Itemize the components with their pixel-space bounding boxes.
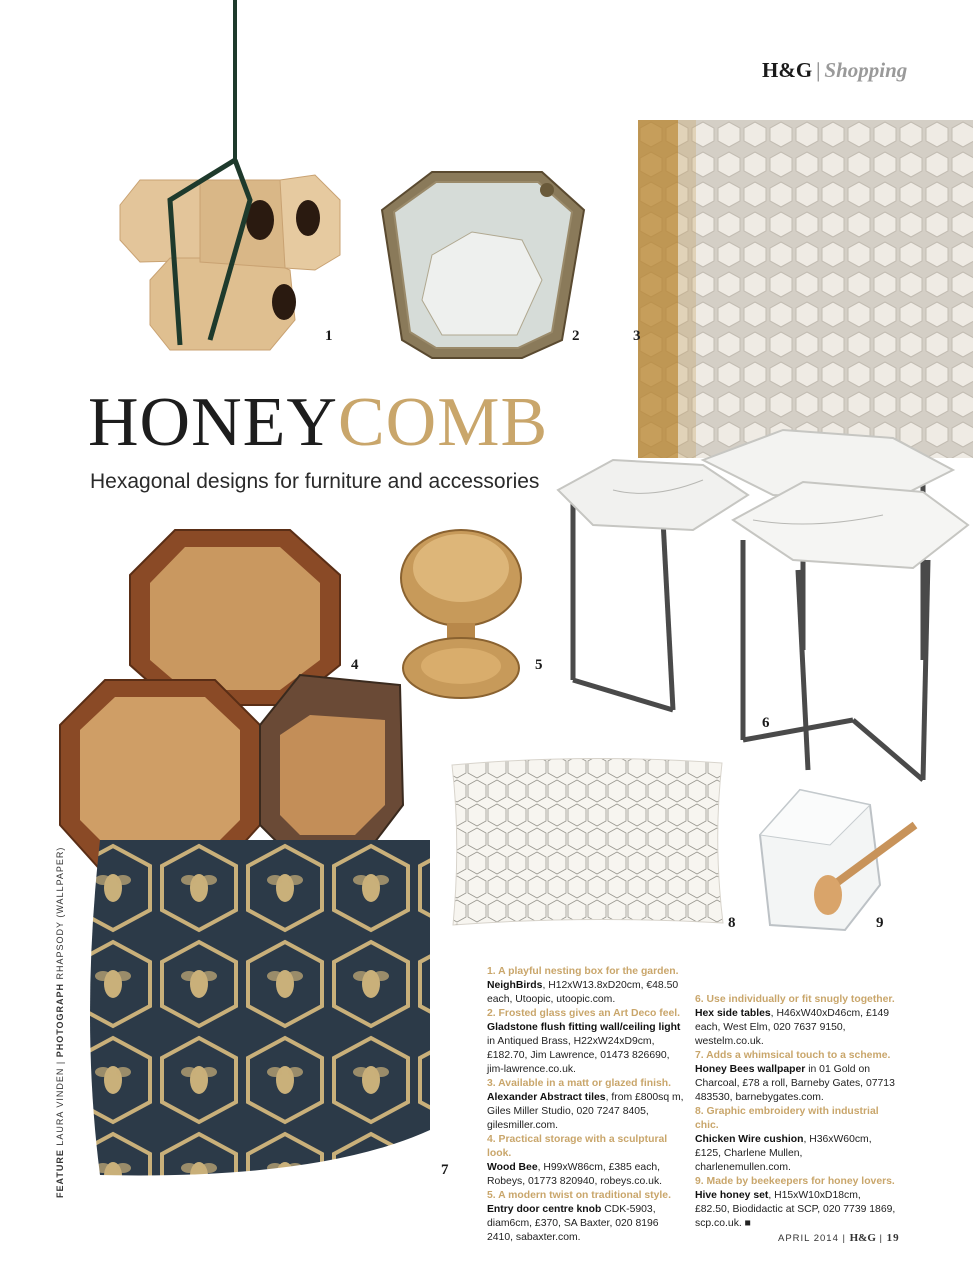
- page-footer: [778, 1232, 900, 1244]
- caption-8-tag: 8. Graphic embroidery with industrial chic.: [695, 1106, 879, 1131]
- gladstone-light-image: [372, 160, 587, 360]
- entry-door-knob-image: [397, 528, 525, 700]
- caption-7-name: Honey Bees wallpaper: [695, 1064, 806, 1075]
- item-number-5: 5: [535, 657, 543, 673]
- title-word-honey: HONEY: [88, 384, 338, 461]
- caption-6-tag: 6. Use individually or fit snugly together.: [695, 994, 895, 1005]
- caption-5-name: Entry door centre knob: [487, 1204, 602, 1215]
- honey-bees-wallpaper-image: [70, 840, 440, 1180]
- caption-6-name: Hex side tables: [695, 1008, 771, 1019]
- chicken-wire-cushion-image: [447, 755, 727, 927]
- caption-8-details: , H36xW60cm, £125, Charlene Mullen, charlenemullen.com.: [695, 1134, 872, 1173]
- hex-side-tables-image: [553, 420, 973, 800]
- caption-4-tag: 4. Practical storage with a sculptural look.: [487, 1134, 668, 1159]
- item-number-4: 4: [351, 657, 359, 673]
- caption-1-details: , H12xW13.8xD20cm, €48.50 each, Utoopic, utoopic.com.: [487, 980, 679, 1005]
- item-number-2: 2: [572, 328, 580, 344]
- neighbirds-nesting-box-image: [110, 0, 345, 360]
- caption-2-tag: 2. Frosted glass gives an Art Deco feel.: [487, 1008, 681, 1019]
- footer-issue: APRIL 2014 |: [778, 1233, 850, 1244]
- caption-7-tag: 7. Adds a whimsical touch to a scheme.: [695, 1050, 891, 1061]
- caption-9-name: Hive honey set: [695, 1190, 769, 1201]
- caption-9-details: , H15xW10xD18cm, £82.50, Biodidactic at SCP, 020 7739 1869, scp.co.uk. ■: [695, 1190, 896, 1229]
- credit-photo-label: PHOTOGRAPH: [55, 982, 65, 1058]
- footer-brand: H&G: [849, 1232, 876, 1244]
- caption-3-details: , from £800sq m, Giles Miller Studio, 020 7247 8405, gilesmiller.com.: [487, 1092, 684, 1131]
- caption-3-tag: 3. Available in a matt or glazed finish.: [487, 1078, 671, 1089]
- caption-5-details: CDK-5903, diam6cm, £370, SA Baxter, 020 8196 2410, sabaxter.com.: [487, 1204, 659, 1243]
- magazine-header: [762, 58, 907, 83]
- caption-1-name: NeighBirds: [487, 980, 543, 991]
- header-separator: |: [816, 58, 821, 82]
- caption-3-name: Alexander Abstract tiles: [487, 1092, 606, 1103]
- caption-4-name: Wood Bee: [487, 1162, 538, 1173]
- section-name: Shopping: [824, 58, 908, 82]
- item-number-7: 7: [441, 1162, 449, 1178]
- caption-1-tag: 1. A playful nesting box for the garden.: [487, 966, 679, 977]
- caption-9-tag: 9. Made by beekeepers for honey lovers.: [695, 1176, 895, 1187]
- caption-8-name: Chicken Wire cushion: [695, 1134, 804, 1145]
- caption-5-tag: 5. A modern twist on traditional style.: [487, 1190, 671, 1201]
- item-number-8: 8: [728, 915, 736, 931]
- page-number: 19: [886, 1232, 900, 1244]
- magazine-brand: H&G: [762, 58, 813, 82]
- caption-2-details: in Antiqued Brass, H22xW24xD9cm, £182.70, Jim Lawrence, 01473 826690, jim-lawrence.co.uk.: [487, 1036, 670, 1075]
- captions-column-right: [695, 993, 897, 1231]
- credit-photo-name: RHAPSODY (WALLPAPER): [55, 846, 65, 983]
- item-number-3: 3: [633, 328, 641, 344]
- item-number-1: 1: [325, 328, 333, 344]
- caption-6-details: , H46xW40xD46cm, £149 each, West Elm, 020 7637 9150, westelm.co.uk.: [695, 1008, 890, 1047]
- wood-bee-log-store-image: [55, 525, 405, 885]
- page-subtitle: Hexagonal designs for furniture and accessories: [90, 470, 540, 493]
- hive-honey-set-image: [750, 785, 930, 935]
- captions-column-left: [487, 965, 687, 1245]
- caption-2-name: Gladstone flush fitting wall/ceiling light: [487, 1022, 681, 1033]
- alexander-abstract-tiles-image: [638, 120, 973, 458]
- photo-credit: [55, 847, 65, 1198]
- page-title: [88, 384, 549, 461]
- credit-feature-label: FEATURE: [55, 1149, 65, 1198]
- title-word-comb: COMB: [337, 384, 549, 461]
- caption-4-details: , H99xW86cm, £385 each, Robeys, 01773 820940, robeys.co.uk.: [487, 1162, 663, 1187]
- caption-7-details: in 01 Gold on Charcoal, £78 a roll, Barneby Gates, 07713 483530, barnebygates.com.: [695, 1064, 895, 1103]
- footer-separator: |: [875, 1233, 887, 1244]
- item-number-9: 9: [876, 915, 884, 931]
- credit-feature-name: LAURA VINDEN |: [55, 1057, 65, 1150]
- item-number-6: 6: [762, 715, 770, 731]
